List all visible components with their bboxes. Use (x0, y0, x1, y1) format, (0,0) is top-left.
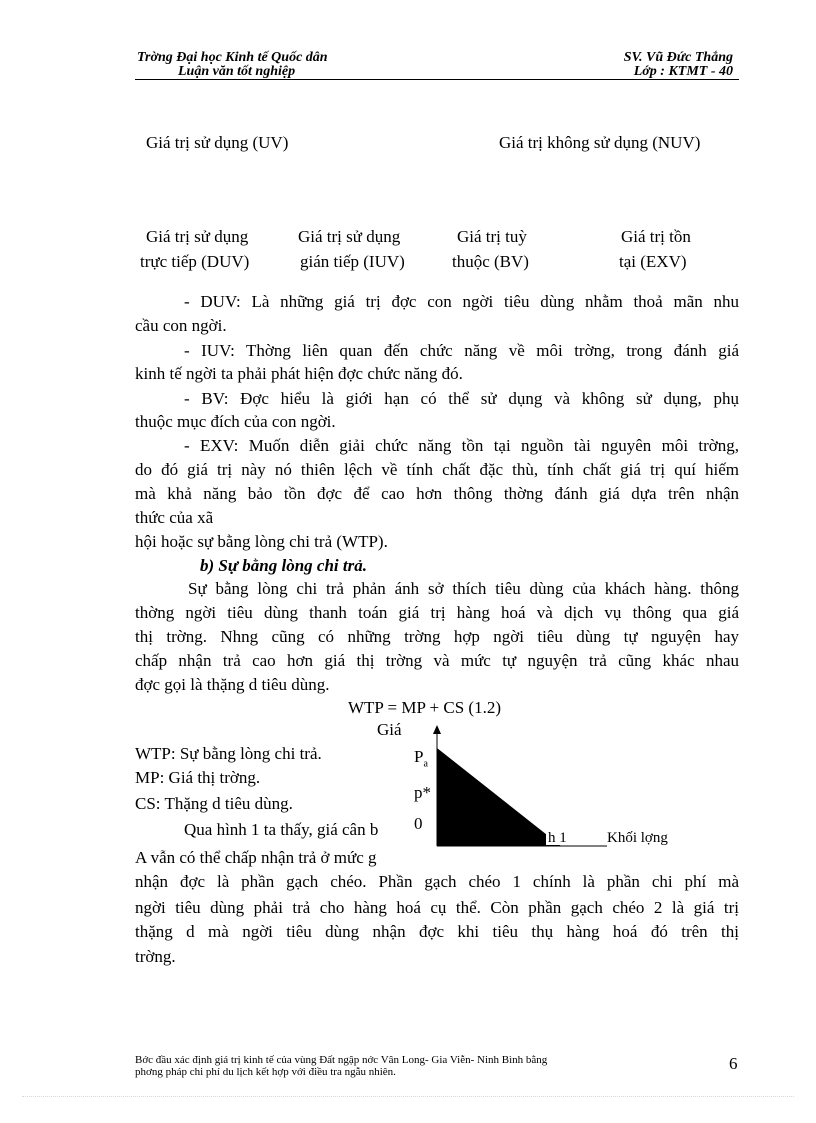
formula: WTP = MP + CS (1.2) (348, 698, 501, 717)
class-iuv-1: Giá trị sử dụng (298, 227, 401, 246)
header-class: Lớp : KTMT - 40 (633, 64, 733, 79)
para-wtp-line: thị trờng. Nhng cũng có những trờng hợp ngời tiêu dùng tự nguyện hay (135, 627, 739, 646)
para-bv-line: - BV: Đợc hiểu là giới hạn có thể sử dụng và không sử dụng, phụ (184, 389, 739, 408)
para-exv-line: do đó giá trị này nó thiên lệch về tính chất đặc thù, tính chất giá trị quí hiếm (135, 460, 739, 479)
section-heading-b: b) Sự bằng lòng chi trả. (200, 556, 367, 575)
class-exv-1: Giá trị tồn (621, 227, 691, 246)
header-school: Trờng Đại học Kinh tế Quốc dân (137, 50, 328, 65)
para-wtp-line: chấp nhận trả cao hơn giá thị trờng và mức tự nguyện trả cũng khác nhau (135, 651, 739, 670)
class-uv: Giá trị sử dụng (UV) (146, 133, 289, 152)
para-exv-line: - EXV: Muốn diễn giải chức năng tồn tại nguồn tài nguyên môi trờng, (184, 436, 739, 455)
para-exv-line: hội hoặc sự bằng lòng chi trả (WTP). (135, 532, 388, 551)
para-exv-line: mà khả năng bảo tồn đợc để cao hơn thông thờng đánh giá dựa trên nhận (135, 484, 739, 503)
footer-title-line: Bớc đầu xác định giá trị kinh tế của vùng Đất ngập nớc Vân Long- Gia Viễn- Ninh Bình bằng (135, 1054, 548, 1066)
def-wtp: WTP: Sự bằng lòng chi trả. (135, 744, 322, 763)
para-wtp-line: thờng ngời tiêu dùng thanh toán giá trị hàng hoá và dịch vụ thông qua giá (135, 603, 739, 622)
figure-label-pstar: p* (414, 783, 431, 802)
class-nuv: Giá trị không sử dụng (NUV) (499, 133, 701, 152)
para-duv-line: - DUV: Là những giá trị đợc con ngời tiêu dùng nhằm thoả mãn nhu (184, 292, 739, 311)
class-bv-2: thuộc (BV) (452, 252, 529, 271)
para-fig-line: nhận đợc là phần gạch chéo. Phần gạch chéo 1 chính là phần chi phí mà (135, 872, 739, 891)
figure-y-axis-label: Giá (377, 720, 402, 739)
class-exv-2: tại (EXV) (619, 252, 687, 271)
class-bv-1: Giá trị tuỳ (457, 227, 527, 246)
page-number: 6 (729, 1054, 738, 1073)
para-fig-line: trờng. (135, 947, 176, 966)
para-wtp-line: đợc gọi là thặng d tiêu dùng. (135, 675, 330, 694)
para-iuv-line: kinh tế ngời ta phải phát hiện đợc chức năng đó. (135, 364, 463, 383)
para-fig-line: thặng d mà ngời tiêu dùng nhận đợc khi tiêu thụ hàng hoá đó trên thị (135, 922, 739, 941)
figure-caption-fragment: h 1 (548, 830, 567, 846)
para-wtp-line: Sự bằng lòng chi trả phản ánh sở thích tiêu dùng của khách hàng. thông (188, 579, 739, 598)
y-axis-arrowhead (433, 725, 441, 734)
header-rule (135, 79, 739, 80)
demand-figure (395, 722, 695, 847)
para-duv-line: cầu con ngời. (135, 316, 227, 335)
header-student: SV. Vũ Đức Thắng (623, 50, 733, 65)
def-mp: MP: Giá thị trờng. (135, 768, 261, 787)
class-duv-1: Giá trị sử dụng (146, 227, 249, 246)
header-thesis: Luận văn tốt nghiệp (178, 64, 296, 79)
footer-title-line: phơng pháp chi phí du lịch kết hợp với điều tra ngẫu nhiên. (135, 1066, 396, 1078)
class-iuv-2: gián tiếp (IUV) (300, 252, 405, 271)
para-fig-line: Qua hình 1 ta thấy, giá cân b (184, 820, 379, 839)
para-exv-line: thức của xã (135, 508, 214, 527)
para-fig-line: ngời tiêu dùng phải trả cho hàng hoá cụ thể. Còn phần gạch chéo 2 là giá trị (135, 898, 739, 917)
def-cs: CS: Thặng d tiêu dùng. (135, 794, 293, 813)
class-duv-2: trực tiếp (DUV) (140, 252, 250, 271)
figure-label-pa: $P_a$ (414, 747, 428, 770)
para-fig-line: A vẫn có thể chấp nhận trả ở mức g (135, 848, 377, 867)
page-bottom-border (22, 1096, 794, 1097)
para-bv-line: thuộc mục đích của con ngời. (135, 412, 336, 431)
figure-x-axis-label: Khối lợng (607, 830, 668, 846)
para-iuv-line: - IUV: Thờng liên quan đến chức năng về môi trờng, trong đánh giá (184, 341, 739, 360)
consumer-surplus-fill (437, 748, 561, 846)
figure-label-zero: 0 (414, 814, 423, 833)
